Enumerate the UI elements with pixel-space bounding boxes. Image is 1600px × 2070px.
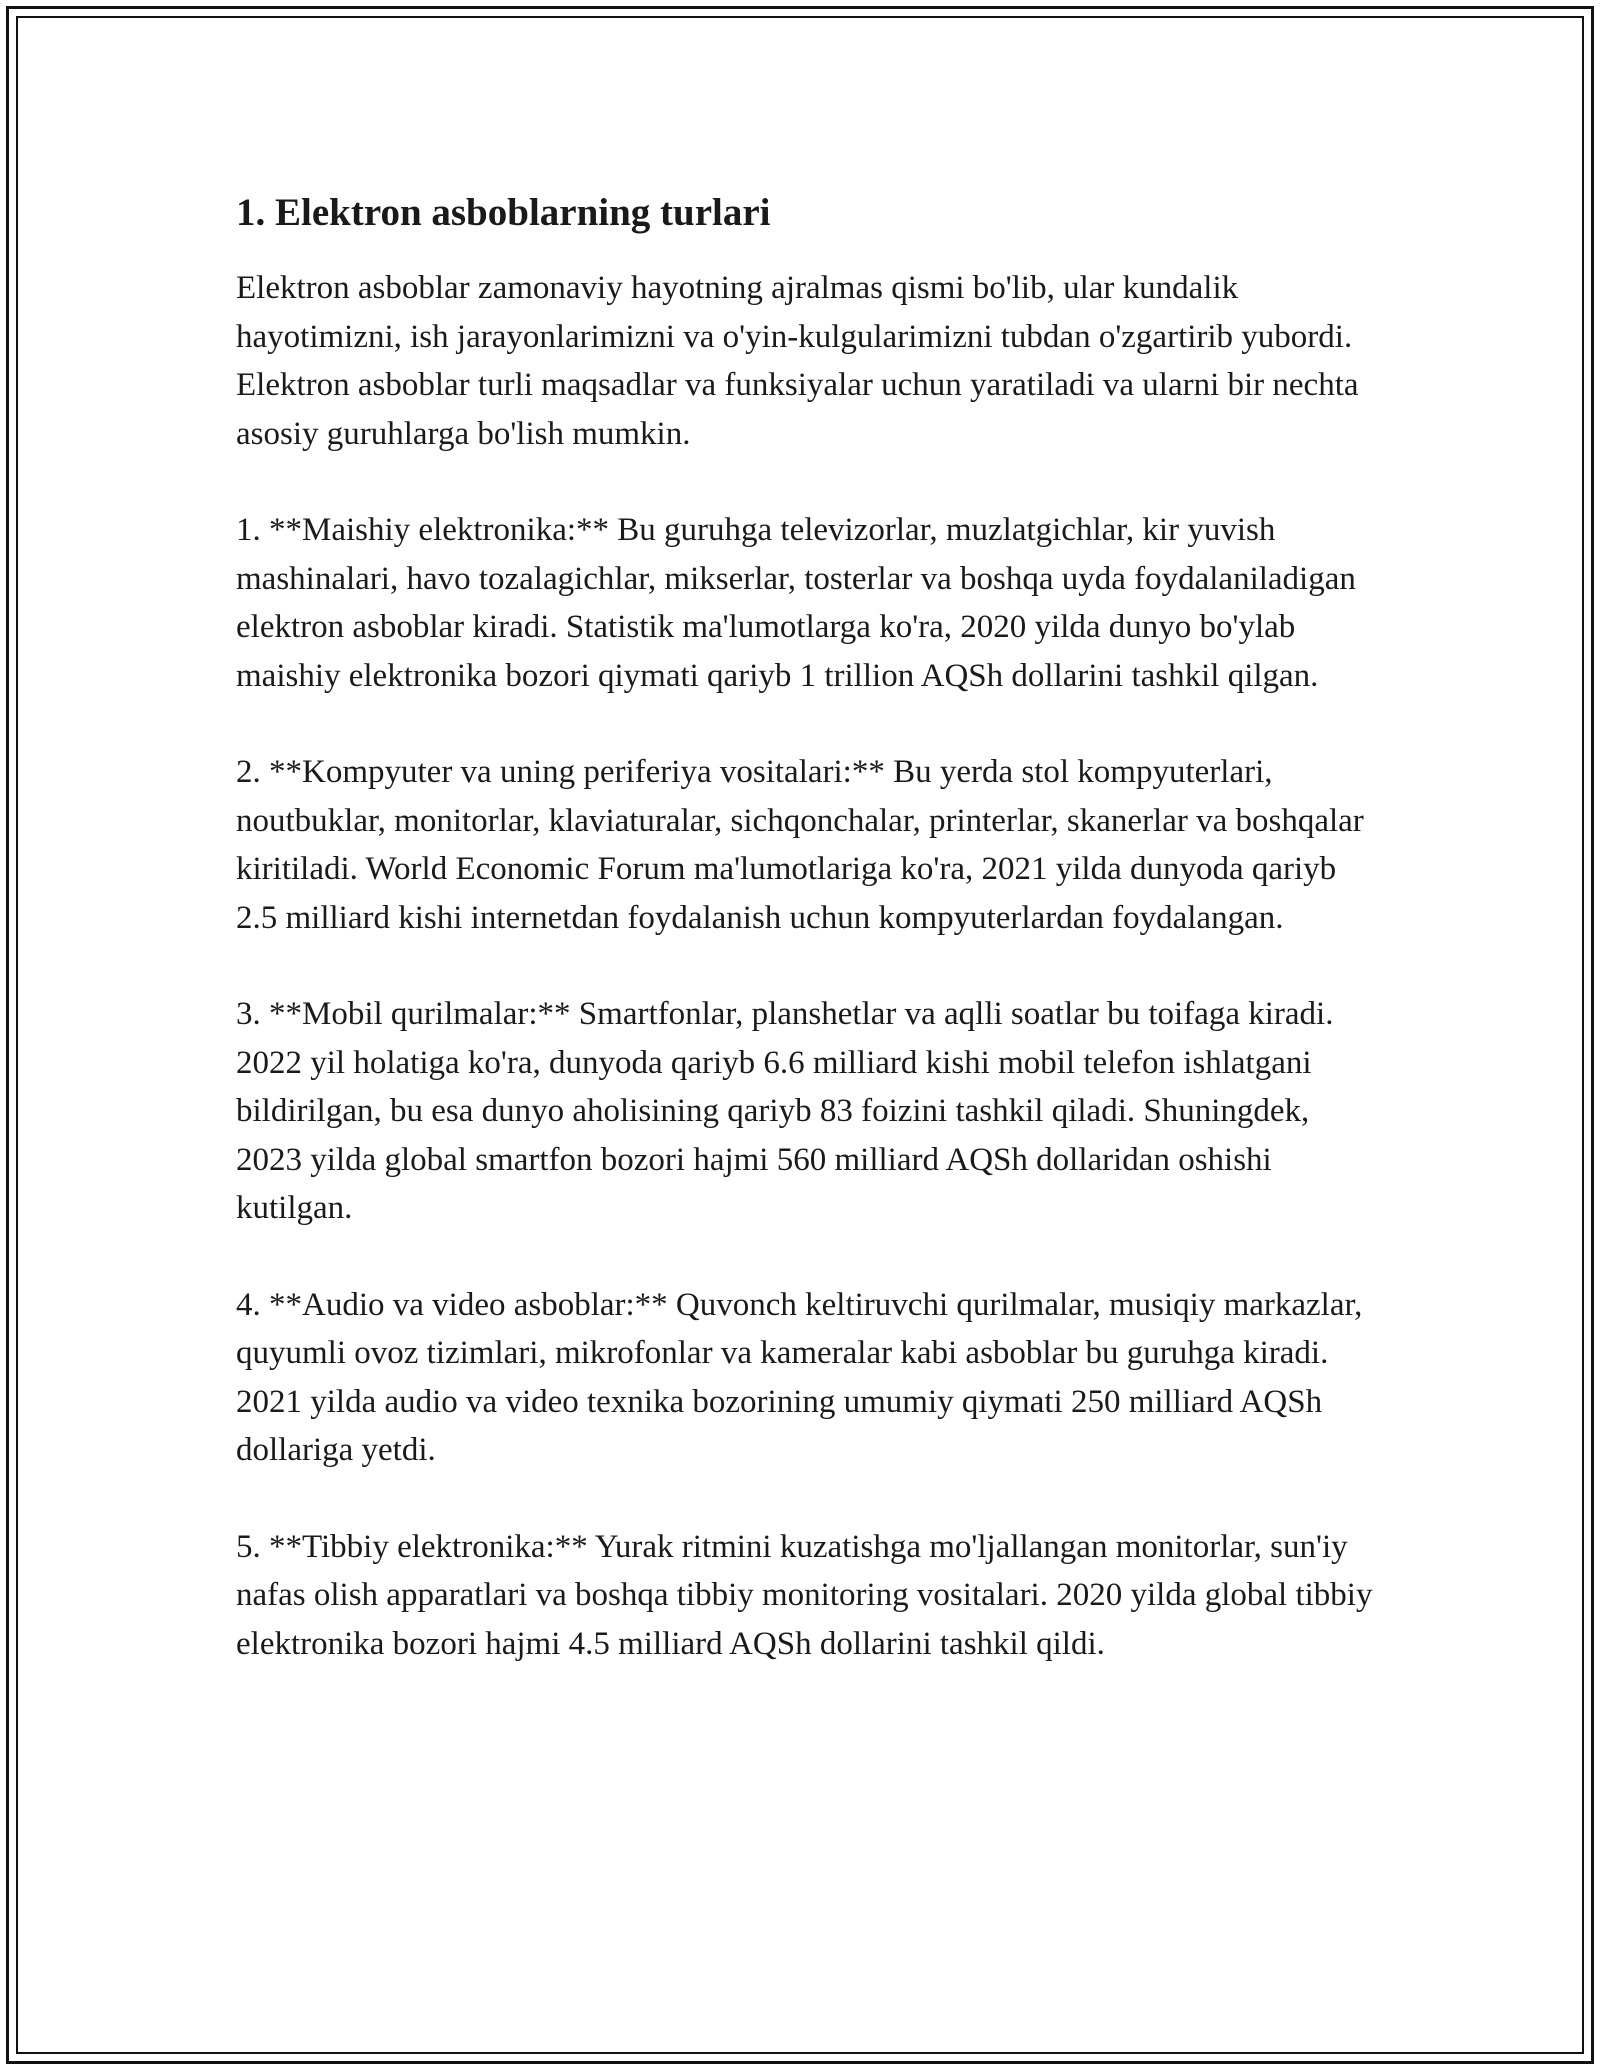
- paragraph-medical-electronics: 5. **Tibbiy elektronika:** Yurak ritmini kuzatishga mo'ljallangan monitorlar, sun'iy nafas olish apparatlari va boshqa tibbiy monitoring vositalari. 2020 yilda global tibbiy elektronika bozori hajmi 4.5 milliard AQSh dollarini tashkil qildi.: [236, 1528, 1373, 1662]
- section-heading: 1. Elektron asboblarning turlari: [236, 191, 771, 234]
- paragraph-audio-video: 4. **Audio va video asboblar:** Quvonch keltiruvchi qurilmalar, musiqiy markazlar, quyumli ovoz tizimlari, mikrofonlar va kameralar kabi asboblar bu guruhga kiradi. 2021 yilda audio va video texnika bozorining umumiy qiymati 250 milliard AQSh dollariga yetdi.: [236, 1286, 1363, 1468]
- intro-paragraph: Elektron asboblar zamonaviy hayotning ajralmas qismi bo'lib, ular kundalik hayotimizni, ish jarayonlarimizni va o'yin-kulgularimizni tubdan o'zgartirib yubordi. Elektron asboblar turli maqsadlar va funksiyalar uchun yaratiladi va ularni bir nechta asosiy guruhlarga bo'lish mumkin.: [236, 270, 1359, 452]
- paragraph-computers-peripherals: 2. **Kompyuter va uning periferiya vositalari:** Bu yerda stol kompyuterlari, noutbuklar, monitorlar, klaviaturalar, sichqonchalar, printerlar, skanerlar va boshqalar kiritiladi. World Economic Forum ma'lumotlariga ko'ra, 2021 yilda dunyoda qariyb 2.5 milliard kishi internetdan foydalanish uchun kompyuterlardan foydalangan.: [236, 754, 1364, 936]
- paragraph-mobile-devices: 3. **Mobil qurilmalar:** Smartfonlar, planshetlar va aqlli soatlar bu toifaga kiradi. 2022 yil holatiga ko'ra, dunyoda qariyb 6.6 milliard kishi mobil telefon ishlatgani bildirilgan, bu esa dunyo aholisining qariyb 83 foizini tashkil qiladi. Shuningdek, 2023 yilda global smartfon bozori hajmi 560 milliard AQSh dollaridan oshishi kutilgan.: [236, 996, 1334, 1226]
- document-body: [236, 188, 1376, 1716]
- paragraph-household-electronics: 1. **Maishiy elektronika:** Bu guruhga televizorlar, muzlatgichlar, kir yuvish mashinalari, havo tozalagichlar, mikserlar, tosterlar va boshqa uyda foydalaniladigan elektron asboblar kiradi. Statistik ma'lumotlarga ko'ra, 2020 yilda dunyo bo'ylab maishiy elektronika bozori qiymati qariyb 1 trillion AQSh dollarini tashkil qilgan.: [236, 512, 1356, 694]
